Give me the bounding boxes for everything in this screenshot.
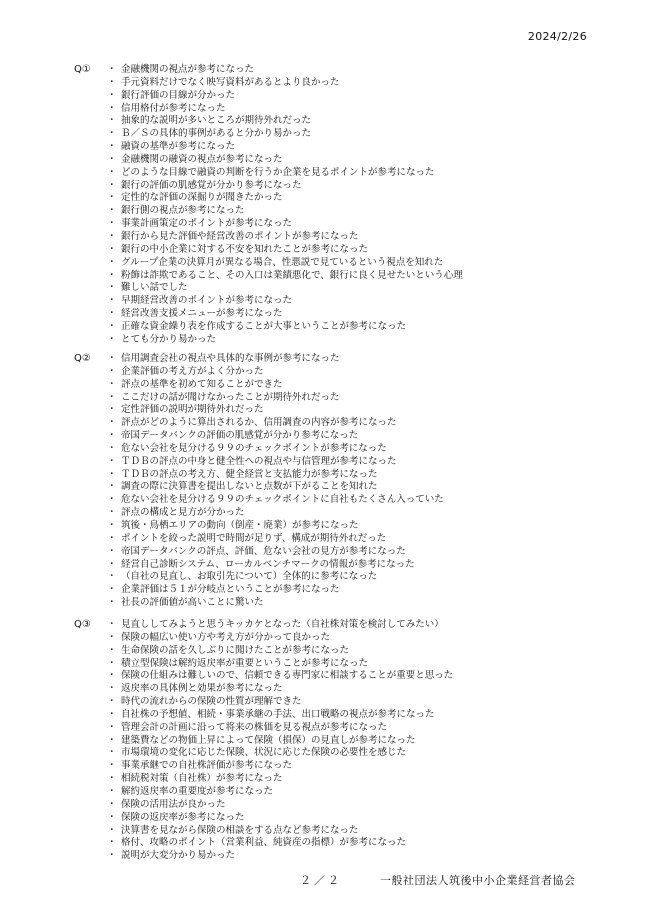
list-item: [107, 559, 444, 572]
question-label: Q①: [74, 64, 91, 75]
item-text: 正確な資金繰り表を作成することが大事ということが参考になった: [121, 320, 407, 332]
list-item: [107, 180, 463, 193]
bullet-icon: ・: [107, 218, 117, 230]
list-item: [107, 760, 453, 773]
item-text: 決算書を見ながら保険の相談をする点など参考になった: [121, 824, 359, 836]
bullet-icon: ・: [107, 584, 117, 596]
answer-list: [107, 64, 463, 347]
bullet-icon: ・: [107, 798, 117, 810]
bullet-icon: ・: [107, 205, 117, 217]
bullet-icon: ・: [107, 824, 117, 836]
bullet-icon: ・: [107, 256, 117, 268]
bullet-icon: ・: [107, 545, 117, 557]
bullet-icon: ・: [107, 353, 117, 364]
item-text: 金融機関の融資の視点が参考になった: [121, 153, 283, 165]
answer-list: [107, 353, 444, 610]
bullet-icon: ・: [107, 773, 117, 785]
bullet-icon: ・: [107, 404, 117, 416]
list-item: [107, 366, 444, 379]
item-text: 帝国データバンクの評価の肌感覚が分かり参考になった: [121, 430, 359, 442]
list-item: [107, 417, 444, 430]
item-text: 銀行側の視点が参考になった: [121, 205, 245, 217]
item-text: 銀行評価の目線が分かった: [121, 89, 236, 101]
item-text: 手元資料だけでなく映写資料があるとより良かった: [121, 76, 340, 88]
list-item: [107, 837, 453, 850]
item-text: 抽象的な説明が多いところが期待外れだった: [121, 115, 312, 127]
list-item: [107, 658, 453, 671]
item-text: 信用調査会社の視点や具体的な事例が参考になった: [121, 353, 340, 364]
bullet-icon: ・: [107, 308, 117, 320]
item-text: 建築費などの物価上昇によって保険（損保）の見直しが参考になった: [121, 734, 416, 746]
list-item: [107, 115, 463, 128]
item-text: 調査の際に決算書を提出しないと点数が下がることを知れた: [121, 481, 378, 493]
item-text: 難しい話でした: [121, 282, 188, 294]
item-text: ＴＤＢの評点の考え方、健全経営と支払能力が参考になった: [121, 468, 378, 480]
item-text: 評点の基準を初めて知ることができた: [121, 378, 283, 390]
list-item: [107, 571, 444, 584]
bullet-icon: ・: [107, 785, 117, 797]
item-text: ここだけの話が聞けなかったことが期待外れだった: [121, 391, 340, 403]
item-text: 市場環境の変化に応じた保険、状況に応じた保険の必要性を感じた: [121, 747, 407, 759]
item-text: Ｂ／Ｓの具体的事例があると分かり易かった: [121, 128, 312, 140]
item-text: 銀行の中小企業に対する不安を知れたことが参考になった: [121, 243, 369, 255]
item-text: 社長の評価値が高いことに驚いた: [121, 597, 264, 609]
item-text: 事業計画策定のポイントが参考になった: [121, 218, 293, 230]
list-item: [107, 597, 444, 610]
bullet-icon: ・: [107, 721, 117, 733]
item-text: （自社の見直し、お取引先について）全体的に参考になった: [121, 571, 378, 583]
list-item: [107, 295, 463, 308]
bullet-icon: ・: [107, 850, 117, 862]
item-text: 銀行の評価の肌感覚が分かり参考になった: [121, 179, 302, 191]
list-item: [107, 456, 444, 469]
list-item: [107, 270, 463, 283]
item-text: 自社株の予想値、相続・事業承継の手法、出口戦略の視点が参考になった: [121, 708, 435, 720]
bullet-icon: ・: [107, 417, 117, 429]
item-text: 見直ししてみようと思うキッカケとなった（自社株対策を検討してみたい）: [121, 619, 444, 630]
bullet-icon: ・: [107, 391, 117, 403]
bullet-icon: ・: [107, 192, 117, 204]
bullet-icon: ・: [107, 644, 117, 656]
item-text: 積立型保険は解約返戻率が重要ということが参考になった: [121, 657, 369, 669]
bullet-icon: ・: [107, 468, 117, 480]
list-item: [107, 430, 444, 443]
item-text: 保険の仕組みは難しいので、信頼できる専門家に相談することが重要と思った: [121, 670, 454, 682]
bullet-icon: ・: [107, 320, 117, 332]
list-item: [107, 77, 463, 90]
item-text: 説明が大変分かり易かった: [121, 850, 236, 862]
question-label: Q②: [74, 353, 91, 364]
bullet-icon: ・: [107, 89, 117, 101]
list-item: [107, 747, 453, 760]
item-text: 保険の活用法が良かった: [121, 798, 226, 810]
list-item: [107, 321, 463, 334]
list-item: [107, 584, 444, 597]
item-text: 定性評価の説明が期待外れだった: [121, 404, 264, 416]
item-text: 評点がどのように算出されるか、信用調査の内容が参考になった: [121, 417, 397, 429]
bullet-icon: ・: [107, 670, 117, 682]
bullet-icon: ・: [107, 837, 117, 849]
list-item: [107, 683, 453, 696]
date: 2024/2/26: [527, 30, 587, 43]
list-item: [107, 334, 463, 347]
item-text: 融資の基準が参考になった: [121, 141, 236, 153]
list-item: [107, 773, 453, 786]
bullet-icon: ・: [107, 519, 117, 531]
item-text: 企業評価の考え方がよく分かった: [121, 365, 264, 377]
bullet-icon: ・: [107, 571, 117, 583]
bullet-icon: ・: [107, 734, 117, 746]
list-item: [107, 546, 444, 559]
bullet-icon: ・: [107, 657, 117, 669]
bullet-icon: ・: [107, 230, 117, 242]
list-item: [107, 619, 453, 632]
item-text: 保険の返戻率が参考になった: [121, 811, 245, 823]
bullet-icon: ・: [107, 747, 117, 759]
bullet-icon: ・: [107, 141, 117, 153]
bullet-icon: ・: [107, 115, 117, 127]
list-item: [107, 379, 444, 392]
list-item: [107, 90, 463, 103]
list-item: [107, 494, 444, 507]
bullet-icon: ・: [107, 153, 117, 165]
bullet-icon: ・: [107, 760, 117, 772]
item-text: 時代の流れからの保険の性質が理解できた: [121, 696, 302, 708]
bullet-icon: ・: [107, 811, 117, 823]
bullet-icon: ・: [107, 64, 117, 75]
bullet-icon: ・: [107, 179, 117, 191]
list-item: [107, 696, 453, 709]
item-text: 粉飾は詐欺であること、その入口は業績悪化で、銀行に良く見せたいという心理: [121, 269, 463, 281]
item-text: 筑後・鳥栖エリアの動向（倒産・廃業）が参考になった: [121, 519, 359, 531]
bullet-icon: ・: [107, 333, 117, 345]
list-item: [107, 244, 463, 257]
list-item: [107, 786, 453, 799]
list-item: [107, 709, 453, 722]
answer-list: [107, 619, 453, 863]
list-item: [107, 154, 463, 167]
list-item: [107, 141, 463, 154]
list-item: [107, 507, 444, 520]
list-item: [107, 103, 463, 116]
list-item: [107, 392, 444, 405]
item-text: 事業承継での自社株評価が参考になった: [121, 760, 293, 772]
list-item: [107, 481, 444, 494]
item-text: 帝国データバンクの評点、評価、危ない会社の見方が参考になった: [121, 545, 406, 557]
bullet-icon: ・: [107, 481, 117, 493]
list-item: [107, 632, 453, 645]
bullet-icon: ・: [107, 76, 117, 88]
bullet-icon: ・: [107, 631, 117, 643]
item-text: 信用格付が参考になった: [121, 102, 226, 114]
bullet-icon: ・: [107, 269, 117, 281]
item-text: 評点の構成と見方が分かった: [121, 507, 245, 519]
list-item: [107, 735, 453, 748]
item-text: 企業評価は５１が分岐点ということが参考になった: [121, 584, 340, 596]
bullet-icon: ・: [107, 128, 117, 140]
list-item: [107, 404, 444, 417]
bullet-icon: ・: [107, 430, 117, 442]
item-text: 定性的な評価の深掘りが聞きたかった: [121, 192, 283, 204]
list-item: [107, 353, 444, 366]
bullet-icon: ・: [107, 683, 117, 695]
item-text: 返戻率の具体例と効果が参考になった: [121, 683, 283, 695]
item-text: 銀行から見た評価や経営改善のポイントが参考になった: [121, 230, 359, 242]
bullet-icon: ・: [107, 442, 117, 454]
bullet-icon: ・: [107, 708, 117, 720]
bullet-icon: ・: [107, 619, 117, 630]
bullet-icon: ・: [107, 282, 117, 294]
list-item: [107, 128, 463, 141]
list-item: [107, 533, 444, 546]
bullet-icon: ・: [107, 507, 117, 519]
item-text: 相続税対策（自社株）が参考になった: [121, 773, 283, 785]
item-text: ＴＤＢの評点の中身と健全性への視点や与信管理が参考になった: [121, 455, 397, 467]
item-text: とても分かり易かった: [121, 333, 217, 345]
item-text: 金融機関の視点が参考になった: [121, 64, 255, 75]
bullet-icon: ・: [107, 455, 117, 467]
list-item: [107, 192, 463, 205]
bullet-icon: ・: [107, 365, 117, 377]
list-item: [107, 469, 444, 482]
list-item: [107, 812, 453, 825]
bullet-icon: ・: [107, 102, 117, 114]
bullet-icon: ・: [107, 558, 117, 570]
list-item: [107, 443, 444, 456]
list-item: [107, 825, 453, 838]
list-item: [107, 645, 453, 658]
list-item: [107, 520, 444, 533]
list-item: [107, 231, 463, 244]
item-text: グループ企業の決算月が異なる場合、性悪説で見ているという視点を知れた: [121, 256, 444, 268]
bullet-icon: ・: [107, 166, 117, 178]
list-item: [107, 257, 463, 270]
item-text: 経営改善支援メニューが参考になった: [121, 308, 283, 320]
item-text: 危ない会社を見分ける９９のチェックポイントに自社もたくさん入っていた: [121, 494, 444, 506]
question-label: Q③: [74, 619, 91, 630]
item-text: 解約返戻率の重要度が参考になった: [121, 785, 274, 797]
list-item: [107, 308, 463, 321]
list-item: [107, 218, 463, 231]
list-item: [107, 64, 463, 77]
bullet-icon: ・: [107, 597, 117, 609]
list-item: [107, 850, 453, 863]
list-item: [107, 799, 453, 812]
item-text: 保険の幅広い使い方や考え方が分かって良かった: [121, 631, 331, 643]
item-text: 危ない会社を見分ける９９のチェックポイントが参考になった: [121, 442, 387, 454]
bullet-icon: ・: [107, 295, 117, 307]
list-item: [107, 205, 463, 218]
list-item: [107, 167, 463, 180]
item-text: どのような目線で融資の判断を行うか企業を見るポイントが参考になった: [121, 166, 435, 178]
item-text: ポイントを絞った説明で時間が足りず、構成が期待外れだった: [121, 532, 387, 544]
item-text: 格付、攻略のポイント（営業利益、純資産の指標）が参考になった: [121, 837, 407, 849]
bullet-icon: ・: [107, 696, 117, 708]
organization-name: 一般社団法人筑後中小企業経営者協会: [380, 874, 576, 887]
bullet-icon: ・: [107, 532, 117, 544]
bullet-icon: ・: [107, 494, 117, 506]
item-text: 早期経営改善のポイントが参考になった: [121, 295, 293, 307]
bullet-icon: ・: [107, 378, 117, 390]
bullet-icon: ・: [107, 243, 117, 255]
list-item: [107, 722, 453, 735]
item-text: 生命保険の話を久しぶりに聞けたことが参考になった: [121, 644, 350, 656]
list-item: [107, 670, 453, 683]
list-item: [107, 282, 463, 295]
item-text: 管理会計の計画に沿って将来の株価を見る視点が参考になった: [121, 721, 388, 733]
page-number: ２／２: [300, 874, 342, 887]
item-text: 経営自己診断システム、ローカルベンチマークの情報が参考になった: [121, 558, 415, 570]
